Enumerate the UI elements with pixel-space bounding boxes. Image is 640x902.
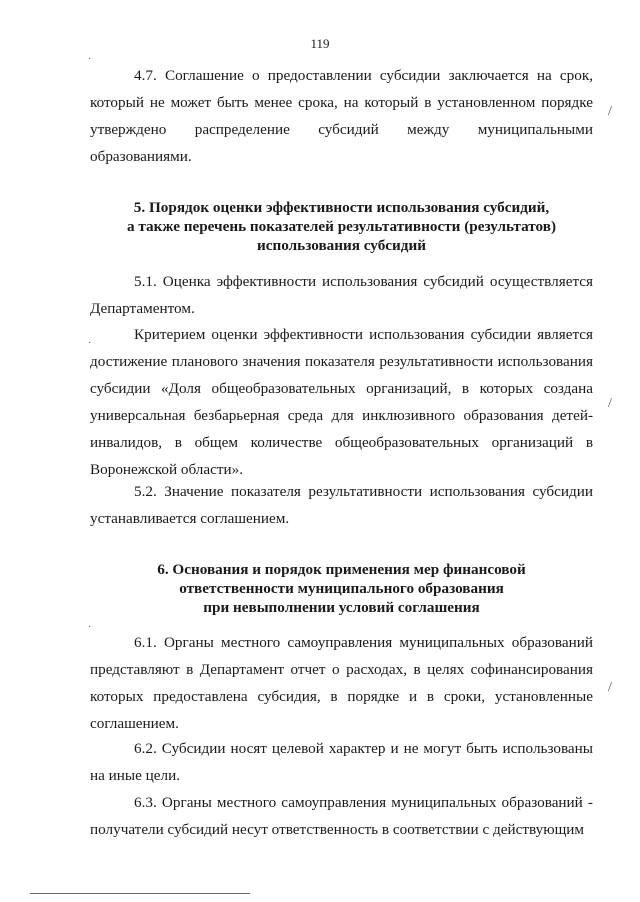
section-5-heading (90, 198, 593, 255)
section-6-heading-line: при невыполнении условий соглашения (203, 599, 480, 616)
paragraph-4-7: 4.7. Соглашение о предоставлении субсидии заключается на срок, который не может быть менее срока, на который в установленном порядке утверждено распределение субсидий между муниципальными образованиями. (90, 67, 593, 165)
margin-dot: · (88, 622, 92, 633)
margin-dot: · (88, 338, 92, 349)
paragraph-5-2: 5.2. Значение показателя результативности использования субсидии устанавливается соглашением. (90, 483, 593, 527)
paragraph-criteria: Критерием оценки эффективности использования субсидии является достижение планового значения показателя результативности использования субсидии «Доля общеобразовательных организаций, в которых создана универсальная безбарьерная среда для инклюзивного образования детей-инвалидов, в общем количестве общеобразовательных организаций в Воронежской области». (90, 326, 593, 478)
paragraph-6-2: 6.2. Субсидии носят целевой характер и не могут быть использованы на иные цели. (90, 740, 593, 784)
section-5-heading-line: использования субсидий (257, 237, 426, 254)
margin-mark: / (608, 104, 612, 119)
paragraph-5-1: 5.1. Оценка эффективности использования субсидий осуществляется Департаментом. (90, 273, 593, 317)
section-6-heading-line: ответственности муниципального образования (179, 580, 504, 597)
margin-mark: / (608, 680, 612, 695)
paragraph-6-1: 6.1. Органы местного самоуправления муниципальных образований представляют в Департамент отчет о расходах, в целях софинансирования которых предоставлена субсидия, в порядке и в сроки, установленные соглашением. (90, 634, 593, 732)
margin-dot: · (88, 54, 92, 65)
section-6-heading-line: 6. Основания и порядок применения мер финансовой (157, 561, 526, 578)
paragraph-6-3: 6.3. Органы местного самоуправления муниципальных образований - получатели субсидий несут ответственность в соответствии с действующим (90, 794, 593, 838)
page-number: 119 (310, 36, 330, 51)
bottom-scan-line (30, 893, 250, 894)
margin-mark: / (608, 396, 612, 411)
section-5-heading-line: а также перечень показателей результативности (результатов) (127, 218, 556, 235)
section-6-heading (90, 560, 593, 617)
section-5-heading-line: 5. Порядок оценки эффективности использования субсидий, (133, 199, 550, 216)
